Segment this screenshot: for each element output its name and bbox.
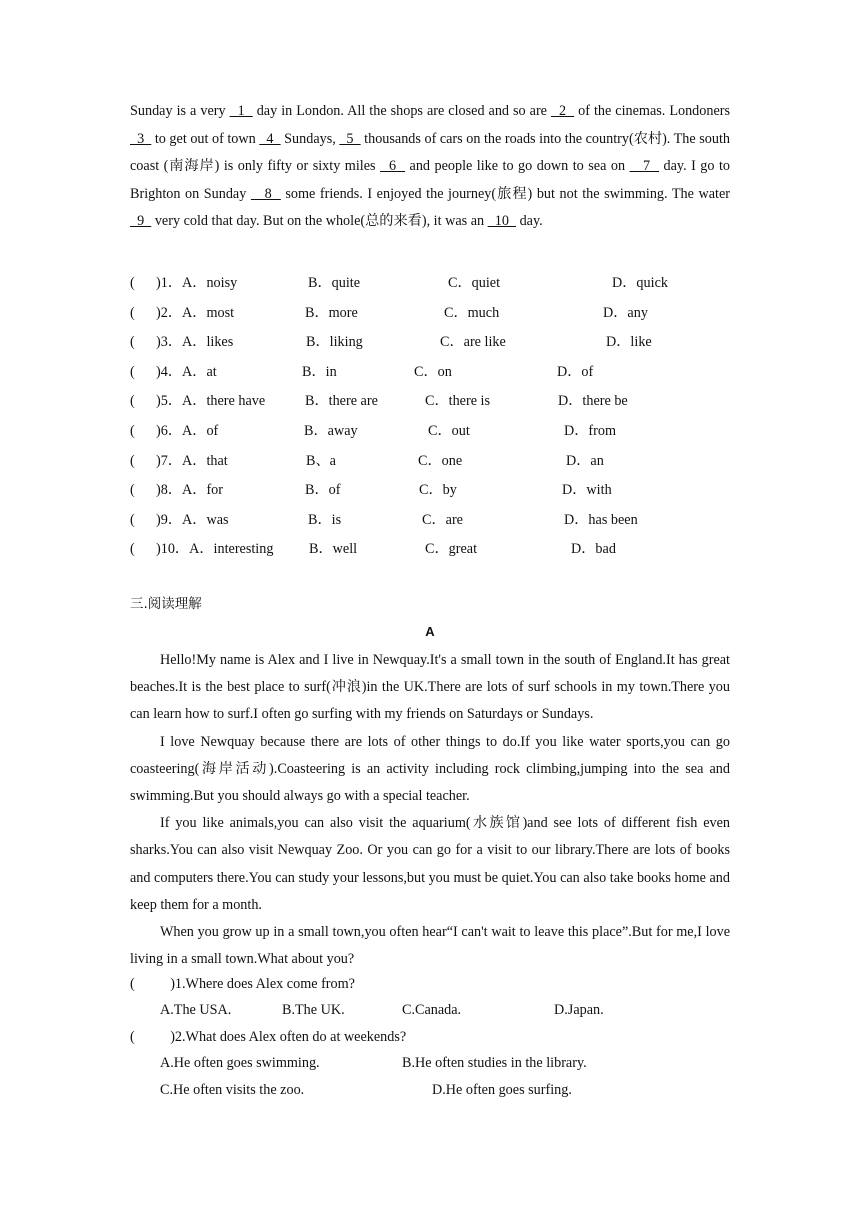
cloze-text-segment: some friends. I enjoyed the journey(旅程) but not the swimming. The water xyxy=(280,185,730,202)
cloze-text-segment: day. xyxy=(516,213,543,230)
option-c: C．are xyxy=(422,511,463,528)
choice-c: C.Canada. xyxy=(402,1002,462,1019)
paragraph: When you grow up in a small town,you often hear“I can't wait to leave this place”.But for me,I love living in a small town.What about you? xyxy=(130,924,730,968)
choice-d: D.He often goes surfing. xyxy=(432,1081,572,1098)
option-d: D．bad xyxy=(571,541,616,558)
option-row-4 xyxy=(130,358,770,388)
option-c: C．out xyxy=(428,422,470,439)
option-row-10 xyxy=(130,535,770,565)
option-d: D．an xyxy=(566,452,604,469)
question-text: ( )2.What does Alex often do at weekends? xyxy=(130,1028,407,1045)
option-row-8 xyxy=(130,476,770,506)
paragraph: Hello!My name is Alex and I live in Newquay.It's a small town in the south of England.It has great beaches.It is the best place to surf(冲浪)in the UK.There are lots of surf schools in my town.There you can learn how to surf.I often go surfing with my friends on Saturdays or Sundays. xyxy=(130,652,730,723)
option-c: C．are like xyxy=(440,334,506,351)
reading-passage xyxy=(130,647,730,973)
option-row-1 xyxy=(130,269,770,299)
option-b: B．of xyxy=(305,482,341,499)
cloze-text-segment: Sunday is a very xyxy=(130,103,230,119)
cloze-text-segment: thousands of cars on the roads into the country(农村). The south coast (南海岸) is only fifty or sixty miles xyxy=(130,130,730,175)
cloze-blank: 3 xyxy=(130,130,152,147)
question-number: ( )3．A．likes xyxy=(130,334,234,351)
question-number: ( )2．A．most xyxy=(130,304,235,321)
cloze-blank: 1 xyxy=(229,103,253,119)
option-b: B．away xyxy=(304,422,358,439)
option-c: C．great xyxy=(425,541,478,558)
option-c: C．much xyxy=(444,304,500,321)
option-row-5 xyxy=(130,387,770,417)
question-number: ( )4．A．at xyxy=(130,363,217,380)
option-b: B．is xyxy=(308,511,342,528)
cloze-text-segment: of the cinemas. Londoners xyxy=(574,103,730,119)
option-c: C．one xyxy=(418,452,463,469)
paragraph: I love Newquay because there are lots of other things to do.If you like water sports,you can go coasteering(海岸活动).Coasteering is an activity including rock climbing,jumping into the sea and swimming.But you should always go with a special teacher. xyxy=(130,733,730,805)
option-row-3 xyxy=(130,328,770,358)
question-choices xyxy=(130,1077,770,1103)
passage-label: A xyxy=(425,624,435,639)
option-row-2 xyxy=(130,299,770,329)
cloze-blank: 5 xyxy=(339,130,361,147)
cloze-text-segment: day in London. All the shops are closed and so are xyxy=(252,103,551,119)
option-c: C．there is xyxy=(425,393,491,410)
option-c: C．quiet xyxy=(448,275,501,291)
option-d: D．with xyxy=(562,482,612,499)
choice-b: B.The UK. xyxy=(282,1002,345,1019)
choice-b: B.He often studies in the library. xyxy=(402,1055,587,1072)
section-heading: 三.阅读理解 xyxy=(130,596,202,612)
question-choices xyxy=(130,1050,770,1076)
option-d: D．has been xyxy=(564,511,638,528)
option-d: D．any xyxy=(603,304,648,321)
cloze-blank: 7 xyxy=(629,158,660,175)
cloze-options xyxy=(130,269,770,565)
cloze-text-segment: and people like to go down to sea on xyxy=(405,158,630,175)
cloze-blank: 4 xyxy=(259,130,281,147)
cloze-blank: 2 xyxy=(550,103,575,119)
cloze-passage xyxy=(130,98,730,236)
cloze-text xyxy=(130,98,730,236)
cloze-text-segment: day. I go to Brighton on Sunday xyxy=(130,158,731,202)
choice-c: C.He often visits the zoo. xyxy=(160,1081,305,1098)
question-number: ( )8．A．for xyxy=(130,482,223,499)
choice-d: D.Japan. xyxy=(554,1002,604,1019)
option-d: D．there be xyxy=(558,393,628,410)
cloze-blank: 8 xyxy=(250,185,281,202)
option-b: B、a xyxy=(306,452,336,469)
cloze-text-segment: to get out of town xyxy=(151,130,260,147)
option-b: B．in xyxy=(302,363,337,380)
option-row-6 xyxy=(130,417,770,447)
question-stem xyxy=(130,1024,770,1050)
question-number: ( )9．A．was xyxy=(130,511,229,528)
option-b: B．there are xyxy=(305,393,378,410)
question-number: ( )1．A．noisy xyxy=(130,275,238,291)
option-d: D．of xyxy=(557,363,594,380)
question-text: ( )1.Where does Alex come from? xyxy=(130,976,355,992)
question-number: ( )7．A．that xyxy=(130,452,228,469)
option-d: D．like xyxy=(606,334,652,351)
cloze-blank: 6 xyxy=(380,158,406,175)
option-c: C．on xyxy=(414,363,452,380)
cloze-text-segment: very cold that day. But on the whole(总的来看), it was an xyxy=(151,213,488,230)
option-d: D．from xyxy=(564,422,617,439)
option-b: B．more xyxy=(305,304,358,321)
question-number: ( )6．A．of xyxy=(130,422,219,439)
question-number: ( )5．A．there have xyxy=(130,393,266,410)
option-row-7 xyxy=(130,447,770,477)
choice-a: A.He often goes swimming. xyxy=(160,1055,320,1072)
option-c: C．by xyxy=(419,482,457,499)
paragraph: If you like animals,you can also visit the aquarium(水族馆)and see lots of different fish even sharks.You can also visit Newquay Zoo. Or you can go for a visit to our library.There are lots of books and computers there.You can study your lessons,but you must be quiet.You can also take books home and keep them for a month. xyxy=(130,815,730,913)
question-choices xyxy=(130,997,770,1023)
option-row-9 xyxy=(130,506,770,536)
cloze-blank: 10 xyxy=(487,213,517,230)
option-b: B．well xyxy=(309,541,358,558)
question-number: ( )10．A．interesting xyxy=(130,541,274,558)
option-b: B．liking xyxy=(306,334,363,351)
question-stem xyxy=(130,971,770,997)
cloze-blank: 9 xyxy=(130,213,152,230)
cloze-text-segment: Sundays, xyxy=(280,130,340,147)
option-d: D．quick xyxy=(612,275,668,291)
reading-questions xyxy=(130,971,770,1103)
option-b: B．quite xyxy=(308,275,361,291)
choice-a: A.The USA. xyxy=(160,1002,232,1019)
